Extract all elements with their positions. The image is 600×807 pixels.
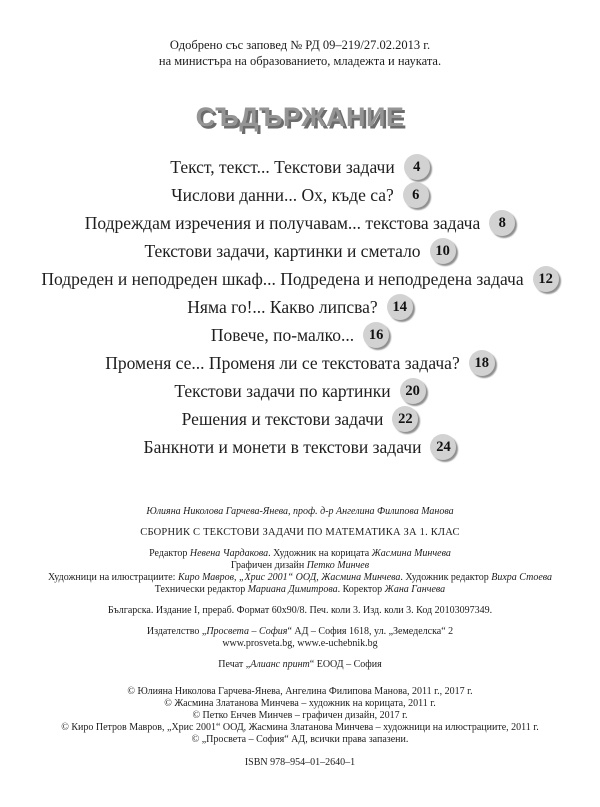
colophon-line: Издателство „Просвета – София“ АД – София 1618, ул. „Земеделска“ 2: [146, 626, 454, 637]
colophon-line: Художници на илюстрациите: Киро Мавров, „Хрис 2001“ ООД, Жасмина Минчева. Художник редактор Вихра Стоева: [47, 572, 553, 583]
colophon-line: Печат „Алианс принт“ ЕООД – София: [218, 659, 382, 670]
colophon-group-publisher: [0, 626, 600, 650]
colophon-line: © Юлияна Николова Гарчева-Янева, Ангелина Филипова Манова, 2011 г., 2017 г.: [127, 686, 473, 697]
page-number-badge: 12: [533, 266, 559, 292]
page-number-badge: 4: [404, 154, 430, 180]
approval-line-2: на министъра на образованието, младежта и науката.: [158, 54, 442, 68]
colophon-group-authors: [0, 506, 600, 518]
toc-entry: [0, 293, 600, 321]
toc-entry-label: Банкноти и монети в текстови задачи: [143, 436, 422, 457]
approval-note: [0, 0, 600, 69]
toc-entry-label: Подреждам изречения и получавам... текстова задача: [84, 212, 481, 233]
page-number-badge: 18: [469, 350, 495, 376]
toc-entry: [0, 209, 600, 237]
toc-entry: [0, 349, 600, 377]
colophon-line: © Петко Енчев Минчев – графичен дизайн, 2017 г.: [192, 710, 408, 721]
toc-entry-label: Текстови задачи, картинки и сметало: [144, 240, 421, 261]
toc-entry-label: Текст, текст... Текстови задачи: [170, 156, 395, 177]
colophon-line: ISBN 978–954–01–2640–1: [244, 757, 356, 768]
approval-line-1: Одобрено със заповед № РД 09–219/27.02.2013 г.: [169, 38, 431, 52]
page-number-badge: 22: [392, 406, 418, 432]
toc-entry: [0, 433, 600, 461]
colophon-group-book-title: [0, 527, 600, 539]
toc-entry-label: Променя се... Променя ли се текстовата задача?: [105, 352, 460, 373]
toc-entry: [0, 377, 600, 405]
page-number-badge: 10: [430, 238, 456, 264]
toc-entry: [0, 181, 600, 209]
colophon-group-edition-info: [0, 605, 600, 617]
page-number-badge: 8: [489, 210, 515, 236]
colophon-line: © Жасмина Златанова Минчева – художник на корицата, 2011 г.: [164, 698, 436, 709]
colophon-line: www.prosveta.bg, www.e-uchebnik.bg: [222, 638, 378, 649]
page-number-badge: 6: [403, 182, 429, 208]
colophon-group-copyright: [0, 686, 600, 746]
page-number-badge: 24: [430, 434, 456, 460]
colophon-line: © „Просвета – София“ АД, всички права запазени.: [191, 734, 409, 745]
page-number-badge: 20: [400, 378, 426, 404]
toc-entry: [0, 405, 600, 433]
toc-entry-label: Подреден и неподреден шкаф... Подредена и неподредена задача: [41, 268, 524, 289]
toc-entry: [0, 153, 600, 181]
toc-entry: [0, 321, 600, 349]
toc-entry-label: Числови данни... Ох, къде са?: [171, 184, 394, 205]
colophon-group-isbn: [0, 757, 600, 769]
toc-entry: [0, 265, 600, 293]
contents-title: СЪДЪРЖАНИЕ: [195, 102, 405, 132]
page-number-badge: 16: [363, 322, 389, 348]
colophon-line: Технически редактор Мариана Димитрова. Коректор Жана Ганчева: [154, 584, 446, 595]
colophon-line: Графичен дизайн Петко Минчев: [230, 560, 370, 571]
toc-entry-label: Решения и текстови задачи: [181, 408, 384, 429]
toc-entry-label: Текстови задачи по картинки: [174, 380, 391, 401]
page-number-badge: 14: [387, 294, 413, 320]
colophon-line: СБОРНИК С ТЕКСТОВИ ЗАДАЧИ ПО МАТЕМАТИКА ЗА 1. КЛАС: [140, 527, 460, 538]
colophon: [0, 506, 600, 769]
colophon-group-credits: [0, 548, 600, 596]
colophon-line: Българска. Издание I, прераб. Формат 60х90/8. Печ. коли 3. Изд. коли 3. Код 20103097349.: [107, 605, 493, 616]
colophon-line: Редактор Невена Чардакова. Художник на корицата Жасмина Минчева: [149, 548, 451, 559]
colophon-line: Юлияна Николова Гарчева-Янева, проф. д-р Ангелина Филипова Манова: [146, 506, 454, 517]
toc-entry: [0, 237, 600, 265]
colophon-group-print: [0, 659, 600, 671]
toc-entry-label: Повече, по-малко...: [210, 324, 355, 345]
toc-list: [0, 153, 600, 461]
toc-entry-label: Няма го!... Какво липсва?: [187, 296, 378, 317]
colophon-line: © Киро Петров Мавров, „Хрис 2001“ ООД, Жасмина Златанова Минчева – художници на илюстрациите, 2011 г.: [61, 722, 539, 733]
